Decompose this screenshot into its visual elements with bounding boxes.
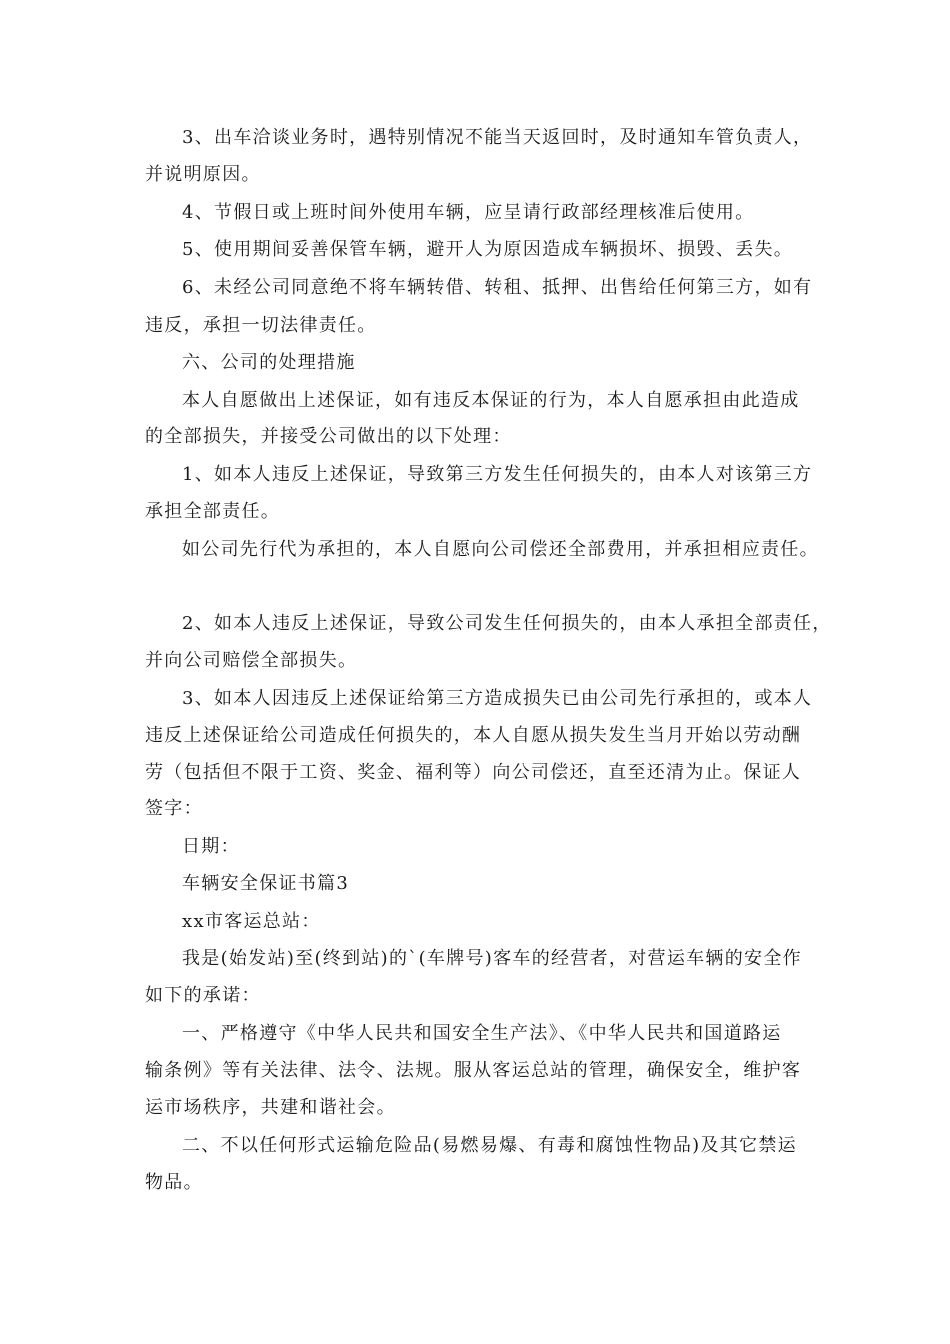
text-line: 本人自愿做出上述保证，如有违反本保证的行为，本人自愿承担由此造成	[182, 390, 800, 411]
section-heading: 六、公司的处理措施	[182, 352, 356, 373]
text-line: 2、如本人违反上述保证，导致公司发生任何损失的，由本人承担全部责任，	[182, 613, 832, 634]
text-line: 3、出车洽谈业务时，遇特别情况不能当天返回时，及时通知车管负责人，	[182, 127, 813, 148]
text-line: 的全部损失，并接受公司做出的以下处理：	[145, 426, 512, 447]
addressee: xx市客运总站：	[182, 911, 321, 932]
text-line: 违反上述保证给公司造成任何损失的，本人自愿从损失发生当月开始以劳动酬	[145, 725, 802, 746]
date-label: 日期：	[182, 836, 240, 857]
text-line: 4、节假日或上班时间外使用车辆，应呈请行政部经理核准后使用。	[182, 202, 755, 223]
text-line: 5、使用期间妥善保管车辆，避开人为原因造成车辆损坏、损毁、丢失。	[182, 239, 794, 260]
text-line: 6、未经公司同意绝不将车辆转借、转租、抵押、出售给任何第三方，如有	[182, 277, 813, 298]
text-line: 并说明原因。	[145, 164, 261, 185]
text-line: 承担全部责任。	[145, 501, 281, 522]
text-line: 二、不以任何形式运输危险品(易燃易爆、有毒和腐蚀性物品)及其它禁运	[182, 1135, 797, 1156]
text-line: 3、如本人因违反上述保证给第三方造成损失已由公司先行承担的，或本人	[182, 688, 813, 709]
text-line: 违反，承担一切法律责任。	[145, 315, 377, 336]
text-line: 如公司先行代为承担的，本人自愿向公司偿还全部费用，并承担相应责任。	[182, 539, 819, 560]
text-line: 签字：	[145, 798, 203, 819]
text-line: 并向公司赔偿全部损失。	[145, 650, 358, 671]
text-line: 输条例》等有关法律、法令、法规。服从客运总站的管理，确保安全，维护客	[145, 1060, 802, 1081]
text-line: 物品。	[145, 1172, 203, 1193]
text-line: 一、严格遵守《中华人民共和国安全生产法》、《中华人民共和国道路运	[182, 1023, 782, 1044]
section-title: 车辆安全保证书篇3	[182, 873, 350, 894]
text-line: 运市场秩序，共建和谐社会。	[145, 1097, 396, 1118]
text-line: 如下的承诺：	[145, 985, 261, 1006]
text-line: 1、如本人违反上述保证，导致第三方发生任何损失的，由本人对该第三方	[182, 464, 813, 485]
text-line: 劳（包括但不限于工资、奖金、福利等）向公司偿还，直至还清为止。保证人	[145, 762, 802, 783]
text-line: 我是(始发站)至(终到站)的`(车牌号)客车的经营者，对营运车辆的安全作	[182, 948, 802, 969]
